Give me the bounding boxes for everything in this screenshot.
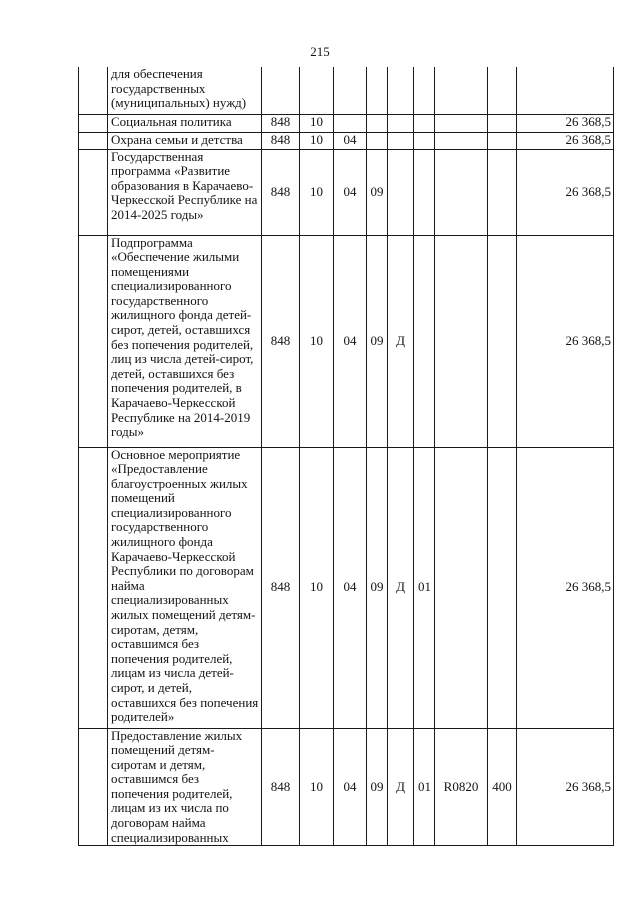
direction-code-cell — [435, 132, 488, 149]
amount-cell: 26 368,5 — [517, 447, 614, 728]
subprogram-code-cell: Д — [388, 728, 414, 846]
direction-code-cell — [435, 235, 488, 447]
section-code-cell: 10 — [300, 235, 334, 447]
subsection-code-cell: 04 — [334, 132, 367, 149]
subprogram-code-cell: Д — [388, 447, 414, 728]
table-row — [79, 114, 614, 132]
subsection-code-cell: 04 — [334, 235, 367, 447]
ministry-code-cell: 848 — [262, 728, 300, 846]
row-spacer-cell — [79, 149, 108, 235]
event-code-cell — [414, 132, 435, 149]
amount-cell: 26 368,5 — [517, 235, 614, 447]
section-code-cell: 10 — [300, 728, 334, 846]
program-code-cell: 09 — [367, 447, 388, 728]
direction-code-cell: R0820 — [435, 728, 488, 846]
event-code-cell — [414, 67, 435, 114]
event-code-cell — [414, 235, 435, 447]
amount-cell: 26 368,5 — [517, 149, 614, 235]
ministry-code-cell: 848 — [262, 447, 300, 728]
event-code-cell: 01 — [414, 447, 435, 728]
expense-type-cell — [488, 114, 517, 132]
subsection-code-cell: 04 — [334, 728, 367, 846]
ministry-code-cell — [262, 67, 300, 114]
section-code-cell: 10 — [300, 447, 334, 728]
table-row — [79, 132, 614, 149]
event-code-cell — [414, 114, 435, 132]
ministry-code-cell: 848 — [262, 149, 300, 235]
expense-type-cell — [488, 447, 517, 728]
expense-type-cell — [488, 132, 517, 149]
subprogram-code-cell — [388, 132, 414, 149]
subsection-code-cell: 04 — [334, 149, 367, 235]
direction-code-cell — [435, 447, 488, 728]
item-name-cell: Основное мероприятие «Предоставление благоустроенных жилых помещений специализированного государственного жилищного фонда Карачаево-Черкесской Республики по договорам найма специализированных жилых помещений детям-сиротам, детям, оставшимся без попечения родителей, лицам из числа детей-сирот, и детей, оставшихся без попечения родителей» — [108, 447, 262, 728]
table-body — [79, 67, 614, 846]
subprogram-code-cell — [388, 149, 414, 235]
item-name-cell: Государственная программа «Развитие образования в Карачаево-Черкесской Республике на 2014-2025 годы» — [108, 149, 262, 235]
item-name-cell: для обеспечения государственных (муниципальных) нужд) — [108, 67, 262, 114]
table-row — [79, 447, 614, 728]
item-name-cell: Социальная политика — [108, 114, 262, 132]
section-code-cell: 10 — [300, 149, 334, 235]
section-code-cell: 10 — [300, 114, 334, 132]
program-code-cell: 09 — [367, 149, 388, 235]
amount-cell: 26 368,5 — [517, 132, 614, 149]
amount-cell: 26 368,5 — [517, 114, 614, 132]
ministry-code-cell: 848 — [262, 132, 300, 149]
program-code-cell — [367, 132, 388, 149]
row-spacer-cell — [79, 132, 108, 149]
table-row — [79, 67, 614, 114]
subsection-code-cell — [334, 114, 367, 132]
expense-type-cell — [488, 67, 517, 114]
subprogram-code-cell — [388, 67, 414, 114]
direction-code-cell — [435, 114, 488, 132]
amount-cell — [517, 67, 614, 114]
subsection-code-cell: 04 — [334, 447, 367, 728]
program-code-cell — [367, 67, 388, 114]
subsection-code-cell — [334, 67, 367, 114]
program-code-cell: 09 — [367, 728, 388, 846]
row-spacer-cell — [79, 67, 108, 114]
item-name-cell: Подпрограмма «Обеспечение жилыми помещениями специализированного государственного жилищного фонда детей-сирот, детей, оставшихся без попечения родителей, лиц из числа детей-сирот, детей, оставшихся без попечения родителей, в Карачаево-Черкесской Республике на 2014-2019 годы» — [108, 235, 262, 447]
item-name-cell: Охрана семьи и детства — [108, 132, 262, 149]
amount-cell: 26 368,5 — [517, 728, 614, 846]
section-code-cell — [300, 67, 334, 114]
item-name-cell: Предоставление жилых помещений детям-сиротам и детям, оставшимся без попечения родителей, лицам из их числа по договорам найма специализированных — [108, 728, 262, 846]
program-code-cell: 09 — [367, 235, 388, 447]
expense-type-cell: 400 — [488, 728, 517, 846]
budget-table — [78, 67, 614, 846]
ministry-code-cell: 848 — [262, 114, 300, 132]
expense-type-cell — [488, 149, 517, 235]
table-row — [79, 728, 614, 846]
direction-code-cell — [435, 149, 488, 235]
ministry-code-cell: 848 — [262, 235, 300, 447]
section-code-cell: 10 — [300, 132, 334, 149]
event-code-cell: 01 — [414, 728, 435, 846]
program-code-cell — [367, 114, 388, 132]
direction-code-cell — [435, 67, 488, 114]
table-row — [79, 149, 614, 235]
expense-type-cell — [488, 235, 517, 447]
page-number: 215 — [310, 44, 330, 59]
subprogram-code-cell: Д — [388, 235, 414, 447]
event-code-cell — [414, 149, 435, 235]
row-spacer-cell — [79, 447, 108, 728]
row-spacer-cell — [79, 235, 108, 447]
table-row — [79, 235, 614, 447]
row-spacer-cell — [79, 114, 108, 132]
subprogram-code-cell — [388, 114, 414, 132]
row-spacer-cell — [79, 728, 108, 846]
